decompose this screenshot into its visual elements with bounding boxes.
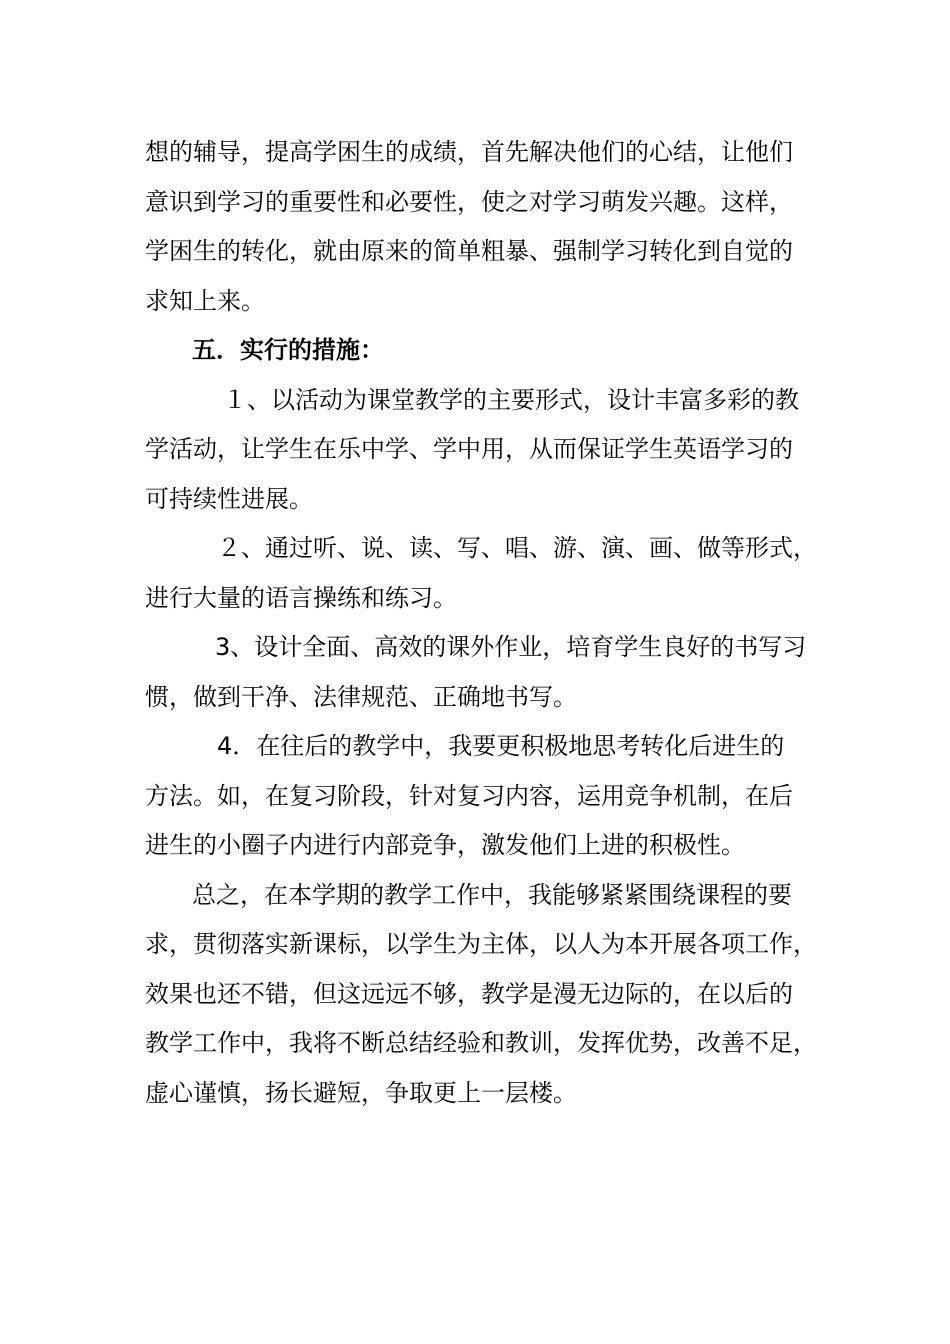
- text-line: 学活动，让学生在乐中学、学中用，从而保证学生英语学习的: [145, 435, 793, 463]
- text-line: 惯，做到干净、法律规范、正确地书写。: [145, 682, 577, 711]
- text-line: 教学工作中，我将不断总结经验和教训，发挥优势，改善不足，: [145, 1029, 817, 1057]
- text-line: 进行大量的语言操练和练习。: [145, 583, 457, 612]
- text-line: 想的辅导，提高学困生的成绩，首先解决他们的心结，让他们: [145, 138, 793, 166]
- text-line: 方法。如，在复习阶段，针对复习内容，运用竞争机制，在后: [145, 781, 793, 810]
- text-line: 进生的小圈子内进行内部竞争，激发他们上进的积极性。: [145, 831, 745, 859]
- text-line: ２、通过听、说、读、写、唱、游、演、画、做等形式，: [217, 534, 817, 562]
- document-body: [145, 128, 817, 1118]
- text-line: 3、设计全面、高效的课外作业，培育学生良好的书写习: [215, 633, 807, 661]
- section-heading: 五．实行的措施：: [192, 336, 384, 364]
- text-line: 4．在往后的教学中，我要更积极地思考转化后进生的: [217, 732, 785, 760]
- text-line: 效果也还不错，但这远远不够，教学是漫无边际的，在以后的: [145, 979, 793, 1008]
- text-line: 虚心谨慎，扬长避短，争取更上一层楼。: [145, 1078, 577, 1107]
- text-line: １、以活动为课堂教学的主要形式，设计丰富多彩的教: [223, 385, 799, 414]
- text-line: 求，贯彻落实新课标，以学生为主体，以人为本开展各项工作，: [145, 930, 817, 958]
- text-line: 学困生的转化，就由原来的简单粗暴、强制学习转化到自觉的: [145, 237, 793, 265]
- text-line: 意识到学习的重要性和必要性，使之对学习萌发兴趣。这样，: [145, 187, 793, 216]
- text-line: 求知上来。: [145, 286, 265, 315]
- text-line: 可持续性进展。: [145, 484, 313, 513]
- text-line: 总之，在本学期的教学工作中，我能够紧紧围绕课程的要: [192, 880, 792, 909]
